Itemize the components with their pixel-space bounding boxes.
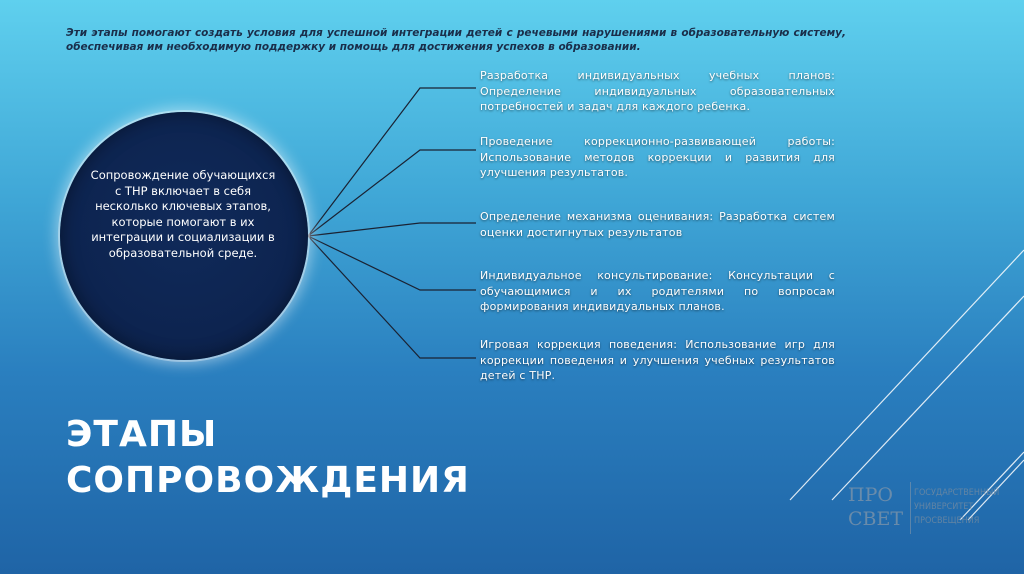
prosvet-logo <box>848 482 998 538</box>
logo-caption-2: УНИВЕРСИТЕТ <box>914 502 974 512</box>
logo-caption-1: ГОСУДАРСТВЕННЫЙ <box>914 488 1000 498</box>
stage-item-4: Индивидуальное консультирование: Консультации с обучающимися и их родителями по вопросам формирования индивидуальных планов. <box>480 269 835 313</box>
title-line-1: ЭТАПЫ <box>66 414 218 455</box>
stage-item-5: Игровая коррекция поведения: Использование игр для коррекции поведения и улучшения учебных результатов детей с ТНР. <box>480 338 835 382</box>
stage-item-3: Определение механизма оценивания: Разработка систем оценки достигнутых результатов <box>480 210 835 239</box>
stage-item-1: Разработка индивидуальных учебных планов: Определение индивидуальных образовательных потребностей и задач для каждого ребенка. <box>480 69 835 113</box>
circle-text: Сопровождение обучающихся с ТНР включает в себя несколько ключевых этапов, которые помогают в их интеграции и социализации в образовательной среде. <box>90 168 276 260</box>
logo-divider <box>910 482 911 534</box>
stage-item-2: Проведение коррекционно-развивающей работы: Использование методов коррекции и развития для улучшения результатов. <box>480 135 835 179</box>
title-line-2: СОПРОВОЖДЕНИЯ <box>66 460 470 501</box>
intro-text: Эти этапы помогают создать условия для успешной интеграции детей с речевыми нарушениями в образовательную систему, обеспечивая им необходимую поддержку и помощь для достижения успехов в образовании. <box>66 27 846 53</box>
logo-word-2: СВЕТ <box>848 508 904 530</box>
logo-word-1: ПРО <box>848 484 893 506</box>
logo-caption-3: ПРОСВЕЩЕНИЯ <box>914 516 980 526</box>
